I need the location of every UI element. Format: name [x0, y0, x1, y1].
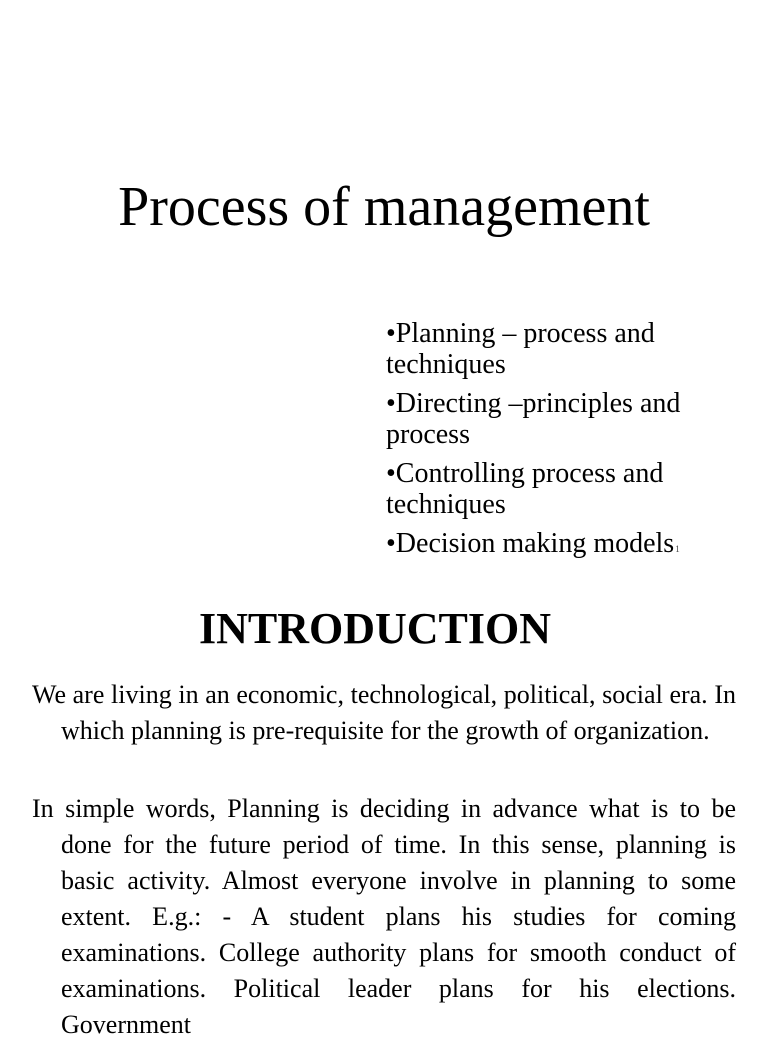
topic-list	[386, 318, 768, 573]
section-heading: INTRODUCTION	[198, 604, 552, 653]
slide-title: Process of management	[118, 176, 650, 238]
topic-item-controlling: •Controlling process and techniques	[386, 458, 664, 520]
intro-paragraph: We are living in an economic, technological, political, social era. In which planning is pre-requisite for the growth of organization.	[32, 680, 736, 745]
planning-definition-paragraph: In simple words, Planning is deciding in advance what is to be done for the future period of time. In this sense, planning is basic activity. Almost everyone involve in planning to some extent. E.g.: - A student plans his studies for coming examinations. College authority plans for smooth conduct of examinations. Political leader plans for his elections. Government	[32, 794, 736, 1039]
topic-item-planning: •Planning – process and techniques	[386, 318, 655, 380]
topic-item-directing: •Directing –principles and process	[386, 388, 681, 450]
page-number: 1	[675, 544, 680, 554]
topic-item-decision-making-text: •Decision making models	[386, 528, 675, 559]
topic-item-decision-making	[386, 528, 768, 565]
